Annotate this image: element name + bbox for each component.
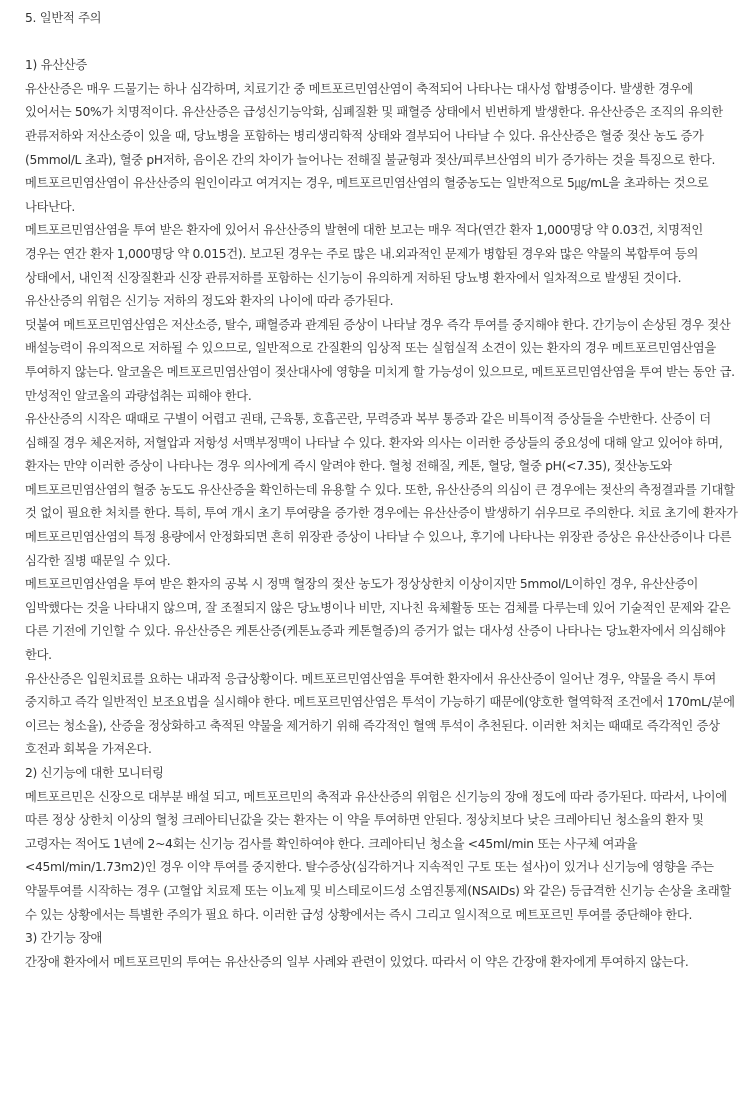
paragraph: 유산산증은 입원치료를 요하는 내과적 응급상황이다. 메트포르민염산염을 투여한 환자에서 유산산증이 일어난 경우, 약물을 즉시 투여 중지하고 즉각 일반적인 보조요법을 실시해야 한다. 메트포르민염산염은 투석이 가능하기 때문에(양호한 혈역학적 조건에서 170mL/분에 이르는 청소율), 산증을 정상화하고 축적된 약물을 제거하기 위해 즉각적인 혈액 투석이 추천된다. 이러한 처치는 때때로 즉각적인 증상 호전과 회복을 가져온다.: [25, 671, 735, 757]
subsection-title-lactic-acidosis: 1) 유산산증: [25, 58, 87, 73]
subsection-hepatic-impairment: [25, 927, 746, 974]
paragraph: 메트포르민염산염을 투여 받은 환자의 공복 시 정맥 혈장의 젖산 농도가 정상상한치 이상이지만 5mmol/L이하인 경우, 유산산증이 임박했다는 것을 나타내지 않으며, 잘 조절되지 않은 당뇨병이나 비만, 지나친 육체활동 또는 검체를 다루는데 있어 기술적인 문제와 같은 다른 기전에 기인할 수 있다. 유산산증은 케톤산증(케톤뇨증과 케톤혈증)의 증거가 없는 대사성 산증이 나타나는 당뇨환자에서 의심해야 한다.: [25, 577, 731, 663]
subsection-title-renal-monitoring: 2) 신기능에 대한 모니터링: [25, 766, 164, 780]
subsection-lactic-acidosis: [25, 54, 746, 762]
paragraph: 메트포르민은 신장으로 대부분 배설 되고, 메트포르민의 축적과 유산산증의 위험은 신기능의 장애 정도에 따라 증가된다. 따라서, 나이에 따른 정상 상한치 이상의 혈청 크레아티닌값을 갖는 환자는 이 약을 투여하면 안된다. 정상치보다 낮은 크레아티닌 청소율의 환자 및 고령자는 적어도 1년에 2~4회는 신기능 검사를 확인하여야 한다. 크레아티닌 청소율 <45ml/min 또는 사구체 여과율 <45ml/min/1.73m2)인 경우 이약 투여를 중지한다. 탈수증상(심각하거나 지속적인 구토 또는 설사)이 있거나 신기능에 영향을 주는 약물투여를 시작하는 경우 (고혈압 치료제 또는 이뇨제 및 비스테로이드성 소염진통제(NSAIDs) 와 같은) 등급격한 신기능 손상을 초래할 수 있는 상황에서는 특별한 주의가 필요 하다. 이러한 급성 상황에서는 즉시 그리고 일시적으로 메트포르민 투여를 중단해야 한다.: [25, 789, 731, 922]
paragraph: 덧붙여 메트포르민염산염은 저산소증, 탈수, 패혈증과 관계된 증상이 나타날 경우 즉각 투여를 중지해야 한다. 간기능이 손상된 경우 젖산 배설능력이 유의적으로 저하될 수 있으므로, 일반적으로 간질환의 임상적 또는 실험실적 소견이 있는 환자의 경우 메트포르민염산염을 투여하지 않는다. 알코올은 메트포르민염산염이 젖산대사에 영향을 미치게 할 가능성이 있으므로, 메트포르민염산염을 투여 받는 동안 급.만성적인 알코올의 과량섭취는 피해야 한다.: [25, 317, 735, 403]
subsection-renal-monitoring: [25, 762, 746, 927]
paragraph: 유산산증의 시작은 때때로 구별이 어렵고 권태, 근육통, 호흡곤란, 무력증과 복부 통증과 같은 비특이적 증상들을 수반한다. 산증이 더 심해질 경우 체온저하, 저혈압과 저항성 서맥부정맥이 나타날 수 있다. 환자와 의사는 이러한 증상들의 중요성에 대해 알고 있어야 하며, 환자는 만약 이러한 증상이 나타나는 경우 의사에게 즉시 알려야 한다. 혈청 전해질, 케톤, 혈당, 혈중 pH(<7.35), 젖산농도와 메트포르민염산염의 혈중 농도도 유산산증을 확인하는데 유용할 수 있다. 또한, 유산산증의 의심이 큰 경우에는 젖산의 측정결과를 기대할 것 없이 필요한 처치를 한다. 특히, 투여 개시 초기 투여량을 증가한 경우에는 유산산증이 발생하기 쉬우므로 주의한다. 치료 초기에 환자가 메트포르민염산염의 특정 용량에서 안정화되면 흔히 위장관 증상이 나타날 수 있으나, 후기에 나타나는 위장관 증상은 유산산증이나 다른 심각한 질병 때문일 수 있다.: [25, 412, 738, 568]
section-title: 5. 일반적 주의: [25, 11, 102, 25]
blank-line: [25, 31, 746, 55]
paragraph: 유산산증은 매우 드물기는 하나 심각하며, 치료기간 중 메트포르민염산염이 축적되어 나타나는 대사성 합병증이다. 발생한 경우에 있어서는 50%가 치명적이다. 유산산증은 급성신기능악화, 심폐질환 및 패혈증 상태에서 빈번하게 발생한다. 유산산증은 조직의 유의한 관류저하와 저산소증이 있을 때, 당뇨병을 포함하는 병리생리학적 상태와 결부되어 나타날 수 있다. 유산산증은 혈중 젖산 농도 증가(5mmol/L 초과), 혈중 pH저하, 음이온 간의 차이가 늘어나는 전해질 불균형과 젖산/피루브산염의 비가 증가하는 것을 특징으로 한다. 메트포르민염산염이 유산산증의 원인이라고 여겨지는 경우, 메트포르민염산염의 혈중농도는 일반적으로 5㎍/mL을 초과하는 것으로 나타난다.: [25, 81, 723, 214]
subsection-title-hepatic-impairment: 3) 간기능 장애: [25, 931, 103, 946]
paragraph: 메트포르민염산염을 투여 받은 환자에 있어서 유산산증의 발현에 대한 보고는 매우 적다(연간 환자 1,000명당 약 0.03건, 치명적인 경우는 연간 환자 1,000명당 약 0.015건). 보고된 경우는 주로 많은 내.외과적인 문제가 병합된 경우와 많은 약물의 복합투여 등의 상태에서, 내인적 신장질환과 신장 관류저하를 포함하는 신기능이 유의하게 저하된 당뇨병 환자에서 일차적으로 발생된 것이다. 유산산증의 위험은 신기능 저하의 정도와 환자의 나이에 따라 증가된다.: [25, 223, 703, 309]
paragraph: 간장애 환자에서 메트포르민의 투여는 유산산증의 일부 사례와 관련이 있었다. 따라서 이 약은 간장애 환자에게 투여하지 않는다.: [25, 954, 689, 969]
